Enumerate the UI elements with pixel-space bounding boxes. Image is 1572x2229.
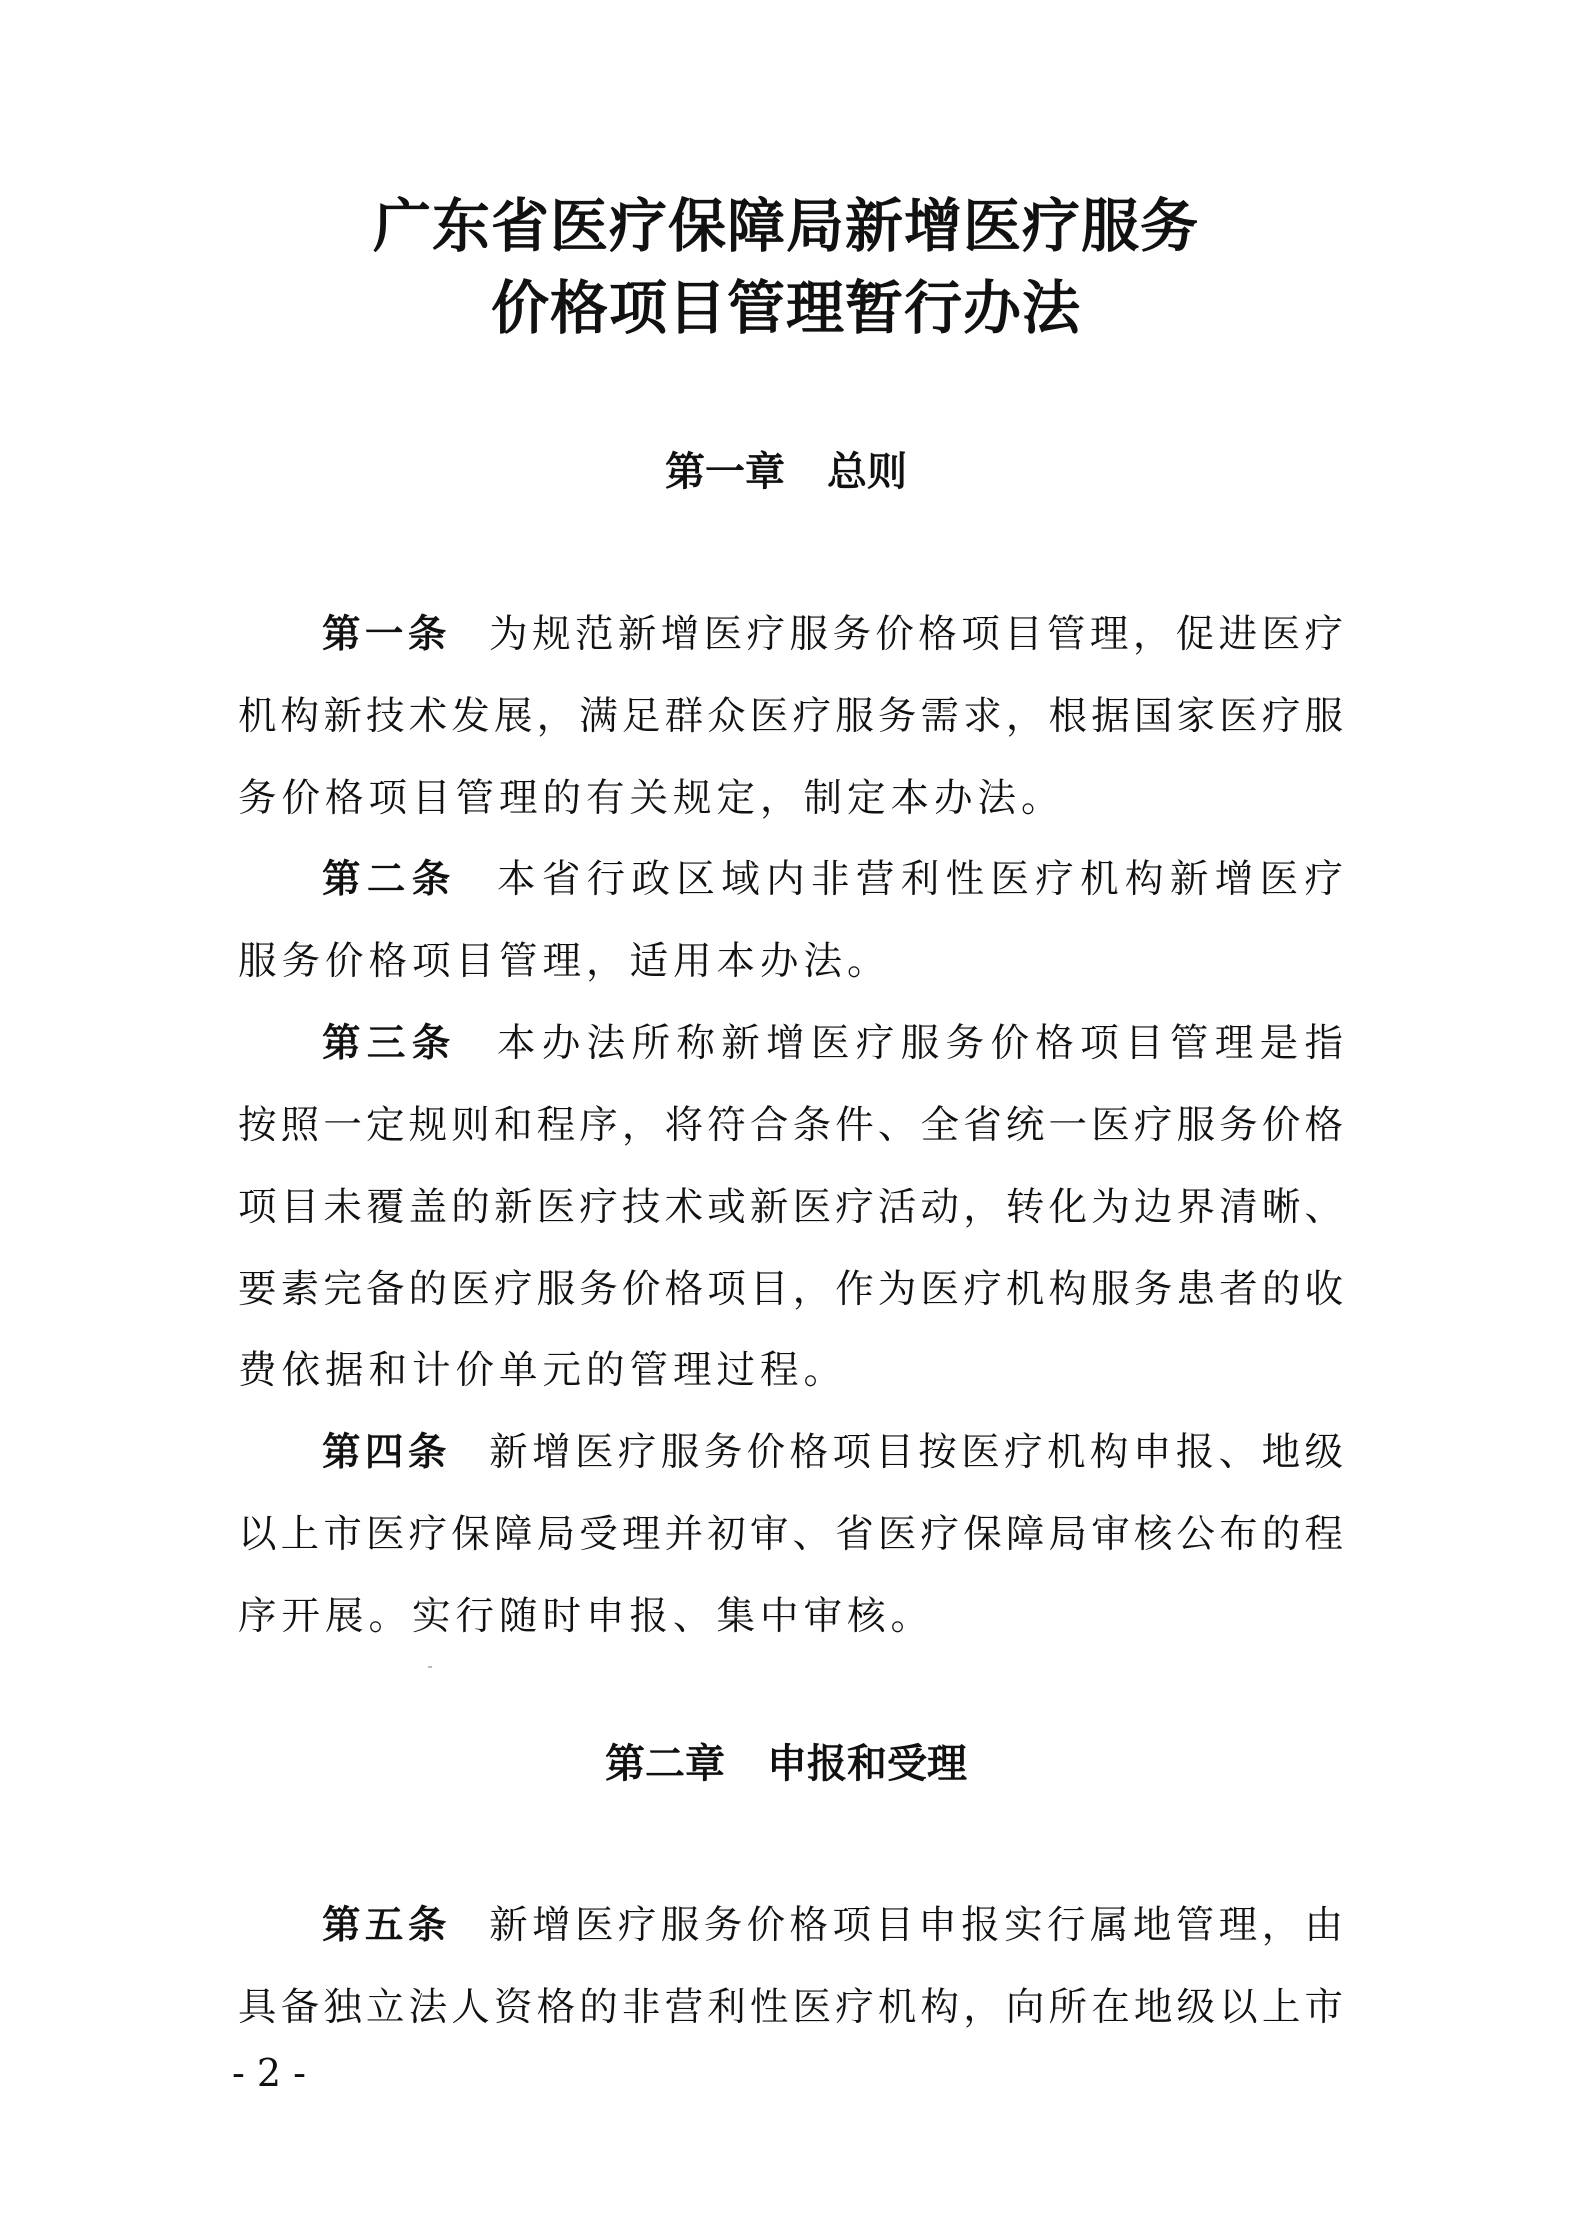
article-5-line-2: 具备独立法人资格的非营利性医疗机构，向所在地级以上市 bbox=[238, 1985, 1343, 2030]
chapter-name: 申报和受理 bbox=[767, 1740, 967, 1787]
article-3-line-4: 要素完备的医疗服务价格项目，作为医疗机构服务患者的收 bbox=[238, 1267, 1343, 1312]
chapter-number: 第二章 bbox=[605, 1740, 725, 1787]
chapter-number: 第一章 bbox=[665, 448, 785, 495]
article-label: 第三条 bbox=[322, 1021, 457, 1066]
article-4-line-2: 以上市医疗保障局受理并初审、省医疗保障局审核公布的程 bbox=[238, 1512, 1343, 1557]
article-3-line-3: 项目未覆盖的新医疗技术或新医疗活动，转化为边界清晰、 bbox=[238, 1185, 1343, 1230]
article-2-line-1 bbox=[322, 857, 1343, 902]
article-4-line-3: 序开展。实行随时申报、集中审核。 bbox=[238, 1594, 935, 1639]
chapter-name: 总则 bbox=[827, 448, 907, 495]
chapter-heading-1 bbox=[0, 448, 1572, 495]
document-title-line-2: 价格项目管理暂行办法 bbox=[490, 274, 1081, 342]
article-1-line-2: 机构新技术发展，满足群众医疗服务需求，根据国家医疗服 bbox=[238, 694, 1343, 739]
article-3-line-5: 费依据和计价单元的管理过程。 bbox=[238, 1348, 848, 1393]
article-text: 新增医疗服务价格项目按医疗机构申报、地级 bbox=[484, 1430, 1343, 1475]
article-label: 第四条 bbox=[322, 1430, 451, 1475]
document-title-line-1: 广东省医疗保障局新增医疗服务 bbox=[372, 192, 1199, 260]
article-4-line-1 bbox=[322, 1430, 1343, 1475]
article-text: 本办法所称新增医疗服务价格项目管理是指 bbox=[490, 1021, 1343, 1066]
article-3-line-2: 按照一定规则和程序，将符合条件、全省统一医疗服务价格 bbox=[238, 1103, 1343, 1148]
article-text: 本省行政区域内非营利性医疗机构新增医疗 bbox=[490, 857, 1343, 902]
scan-speck bbox=[428, 1666, 432, 1668]
article-label: 第一条 bbox=[322, 612, 451, 657]
article-text: 新增医疗服务价格项目申报实行属地管理，由 bbox=[484, 1903, 1343, 1948]
chapter-heading-2 bbox=[0, 1740, 1572, 1787]
article-label: 第五条 bbox=[322, 1903, 451, 1948]
article-text: 为规范新增医疗服务价格项目管理，促进医疗 bbox=[484, 612, 1343, 657]
article-5-line-1 bbox=[322, 1903, 1343, 1948]
page-number: - 2 - bbox=[232, 2051, 307, 2095]
article-2-line-2: 服务价格项目管理，适用本办法。 bbox=[238, 939, 891, 984]
article-1-line-3: 务价格项目管理的有关规定，制定本办法。 bbox=[238, 776, 1065, 821]
article-1-line-1 bbox=[322, 612, 1343, 657]
article-3-line-1 bbox=[322, 1021, 1343, 1066]
article-label: 第二条 bbox=[322, 857, 457, 902]
